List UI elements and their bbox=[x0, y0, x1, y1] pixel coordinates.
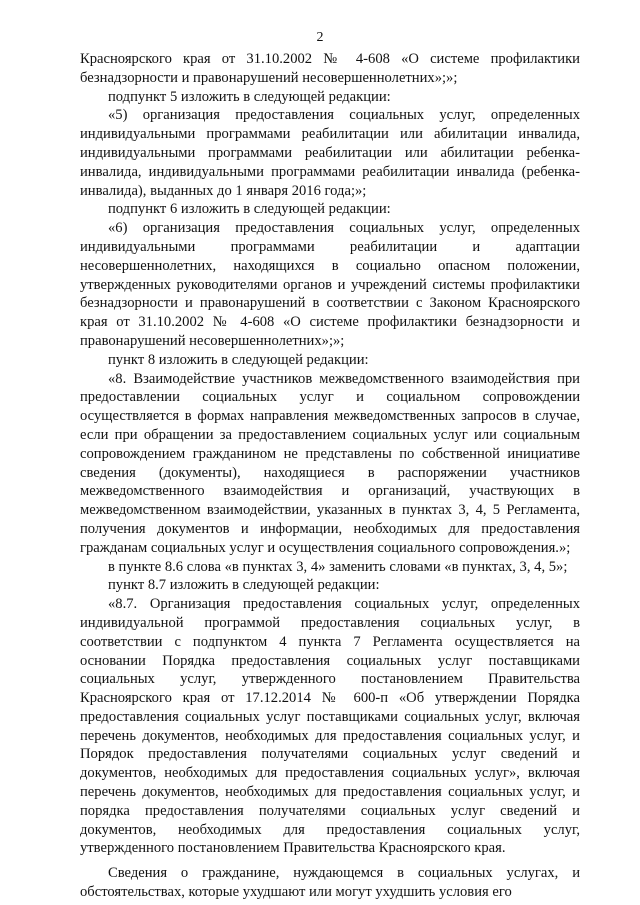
paragraph-point-8-7-text: «8.7. Организация предоставления социальных услуг, определенных индивидуальной программой предоставления социальных услуг, в соответствии с подпунктом 4 пункта 7 Регламента осуществляется на основании Порядка предоставления социальных услуг поставщиками социальных услуг, утвержденного постановлением Правительства Красноярского края от 17.12.2014 № 600-п «Об утверждении Порядка предоставления социальных услуг поставщиками социальных услуг, включая перечень документов, необходимых для предоставления социальных услуг, и Порядок предоставления получателями социальных услуг сведений и документов, необходимых для предоставления социальных услуг», включая перечень документов, необходимых для предоставления социальных услуг, и порядка предоставления получателями социальных услуг сведений и документов, необходимых для предоставления социальных услуг, утвержденного постановлением Правительства Красноярского края. bbox=[80, 596, 580, 857]
page-number: 2 bbox=[316, 30, 324, 45]
paragraph-point-8-intro: пункт 8 изложить в следующей редакции: bbox=[108, 351, 369, 368]
paragraph-subpoint-6-intro: подпункт 6 изложить в следующей редакции: bbox=[108, 201, 391, 218]
paragraph-citizen-info: Сведения о гражданине, нуждающемся в социальных услугах, и обстоятельствах, которые ухудшают или могут ухудшить условия его bbox=[80, 865, 580, 901]
paragraph-point-8-7-intro: пункт 8.7 изложить в следующей редакции: bbox=[108, 577, 380, 594]
paragraph-subpoint-6-text: «6) организация предоставления социальных услуг, определенных индивидуальными программами реабилитации и адаптации несовершеннолетних, находящихся в социально опасном положении, утвержденных руководителями органов и учреждений системы профилактики безнадзорности и правонарушений в соответствии с Законом Красноярского края от 31.10.2002 № 4-608 «О системе профилактики безнадзорности и правонарушений несовершеннолетних»;»; bbox=[80, 220, 580, 349]
paragraph-point-8-6-change: в пункте 8.6 слова «в пунктах 3, 4» заменить словами «в пунктах, 3, 4, 5»; bbox=[108, 558, 568, 575]
paragraph-continuation: Красноярского края от 31.10.2002 № 4-608 «О системе профилактики безнадзорности и правонарушений несовершеннолетних»;»; bbox=[80, 51, 580, 86]
paragraph-subpoint-5-text: «5) организация предоставления социальных услуг, определенных индивидуальными программами реабилитации или абилитации инвалида, индивидуальными программами реабилитации или абилитации ребенка-инвалида, индивидуальными программами реабилитации инвалида (ребенка-инвалида), выданных до 1 января 2016 года;»; bbox=[80, 107, 580, 199]
document-body bbox=[80, 50, 580, 902]
paragraph-subpoint-5-intro: подпункт 5 изложить в следующей редакции: bbox=[108, 88, 391, 105]
paragraph-point-8-text: «8. Взаимодействие участников межведомственного взаимодействия при предоставлении социальных услуг и социальном сопровождении осуществляется в формах направления межведомственных запросов в случае, если при обращении за предоставлением социальных услуг или социальным сопровождением гражданином не представлены по собственной инициативе сведения (документы), находящиеся в распоряжении участников межведомственного взаимодействия и организаций, участвующих в межведомственном взаимодействии, указанных в пунктах 3, 4, 5 Регламента, получения документов и информации, необходимых для предоставления гражданам социальных услуг и осуществления социального сопровождения.»; bbox=[80, 370, 580, 556]
